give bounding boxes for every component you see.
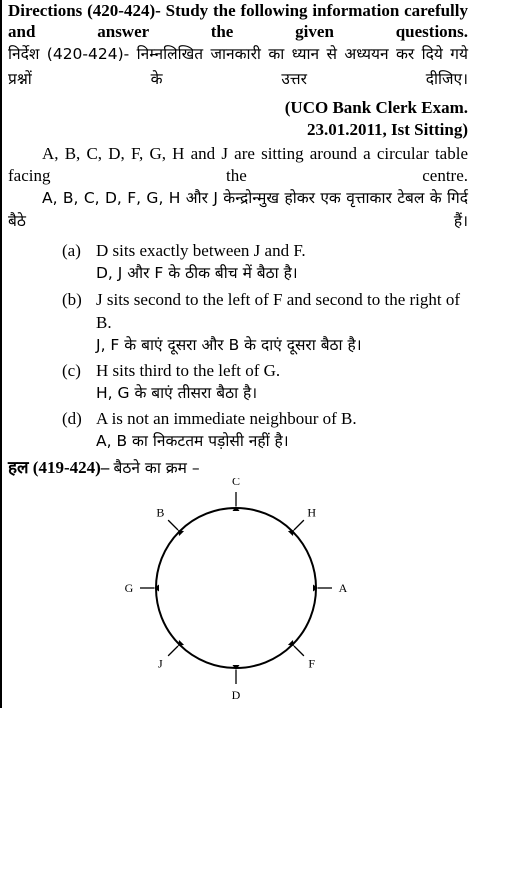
seat-arrow-head: [178, 640, 184, 646]
statement-label: (b): [62, 290, 82, 309]
statement-label: (a): [62, 241, 81, 260]
seat-label: A: [338, 581, 348, 595]
statement-c: [62, 359, 472, 402]
directions-hindi: निर्देश (420-424)- निम्नलिखित जानकारी का ध्यान से अध्ययन कर दिये गये प्रश्नों के उत्तर दीजिए।: [8, 45, 468, 88]
statement-hindi: A, B का निकटतम पड़ोसी नहीं है।: [96, 432, 289, 450]
directions-label: Directions (420-424)-: [8, 1, 161, 20]
seat-A: [313, 581, 348, 595]
directions-english: [8, 0, 468, 42]
seat-label: F: [308, 656, 316, 671]
statement-hindi: H, G के बाएं तीसरा बैठा है।: [96, 384, 258, 402]
statement-english: A is not an immediate neighbour of B.: [96, 409, 357, 428]
solution-title: बैठने का क्रम –: [113, 459, 200, 477]
seat-C: [232, 478, 240, 511]
statement-hindi: J, F के बाएं दूसरा और B के दाएं दूसरा बैठा है।: [96, 336, 362, 354]
seat-F: [288, 640, 315, 671]
directions-text: Study the following information carefully and answer the given questions.: [8, 1, 469, 41]
seat-arrow-head: [178, 530, 184, 536]
statement-label: (d): [62, 409, 82, 428]
source-line-2: 23.01.2011, Ist Sitting): [306, 120, 468, 139]
statement-b: [62, 288, 472, 354]
seat-G: [125, 581, 159, 595]
seat-J: [158, 640, 184, 671]
seat-arrow-line: [168, 646, 178, 656]
seating-diagram: [0, 478, 470, 710]
intro-hindi: A, B, C, D, F, G, H और J केन्द्रोन्मुख होकर एक वृत्ताकार टेबल के गिर्द बैठे हैं।: [8, 189, 468, 230]
statement-label: (c): [62, 361, 81, 380]
statement-english: J sits second to the left of F and second to the right of B.: [96, 290, 461, 332]
seat-label: B: [156, 505, 165, 520]
seat-label: G: [124, 581, 134, 595]
statement-english: H sits third to the left of G.: [96, 361, 281, 380]
seat-arrow-head: [288, 640, 294, 646]
seat-arrow-line: [168, 520, 178, 530]
intro-english: A, B, C, D, F, G, H and J are sitting around a circular table facing the centre.: [8, 144, 468, 185]
seat-label: D: [231, 688, 241, 702]
seat-label: C: [231, 478, 241, 488]
seat-H: [288, 505, 316, 536]
statement-d: [62, 407, 472, 450]
seat-D: [232, 665, 241, 702]
solution-label: हल (419-424)–: [8, 458, 110, 477]
statement-a: [62, 239, 472, 282]
seat-label: H: [307, 505, 316, 520]
seat-arrow-line: [294, 520, 304, 530]
seat-B: [156, 505, 184, 536]
statement-hindi: D, J और F के ठीक बीच में बैठा है।: [96, 264, 298, 282]
seat-arrow-head: [288, 530, 294, 536]
source-line-1: (UCO Bank Clerk Exam.: [284, 98, 468, 117]
seat-arrow-line: [294, 646, 304, 656]
seat-label: J: [158, 656, 163, 671]
statement-english: D sits exactly between J and F.: [96, 241, 306, 260]
solution-heading: [8, 457, 200, 479]
